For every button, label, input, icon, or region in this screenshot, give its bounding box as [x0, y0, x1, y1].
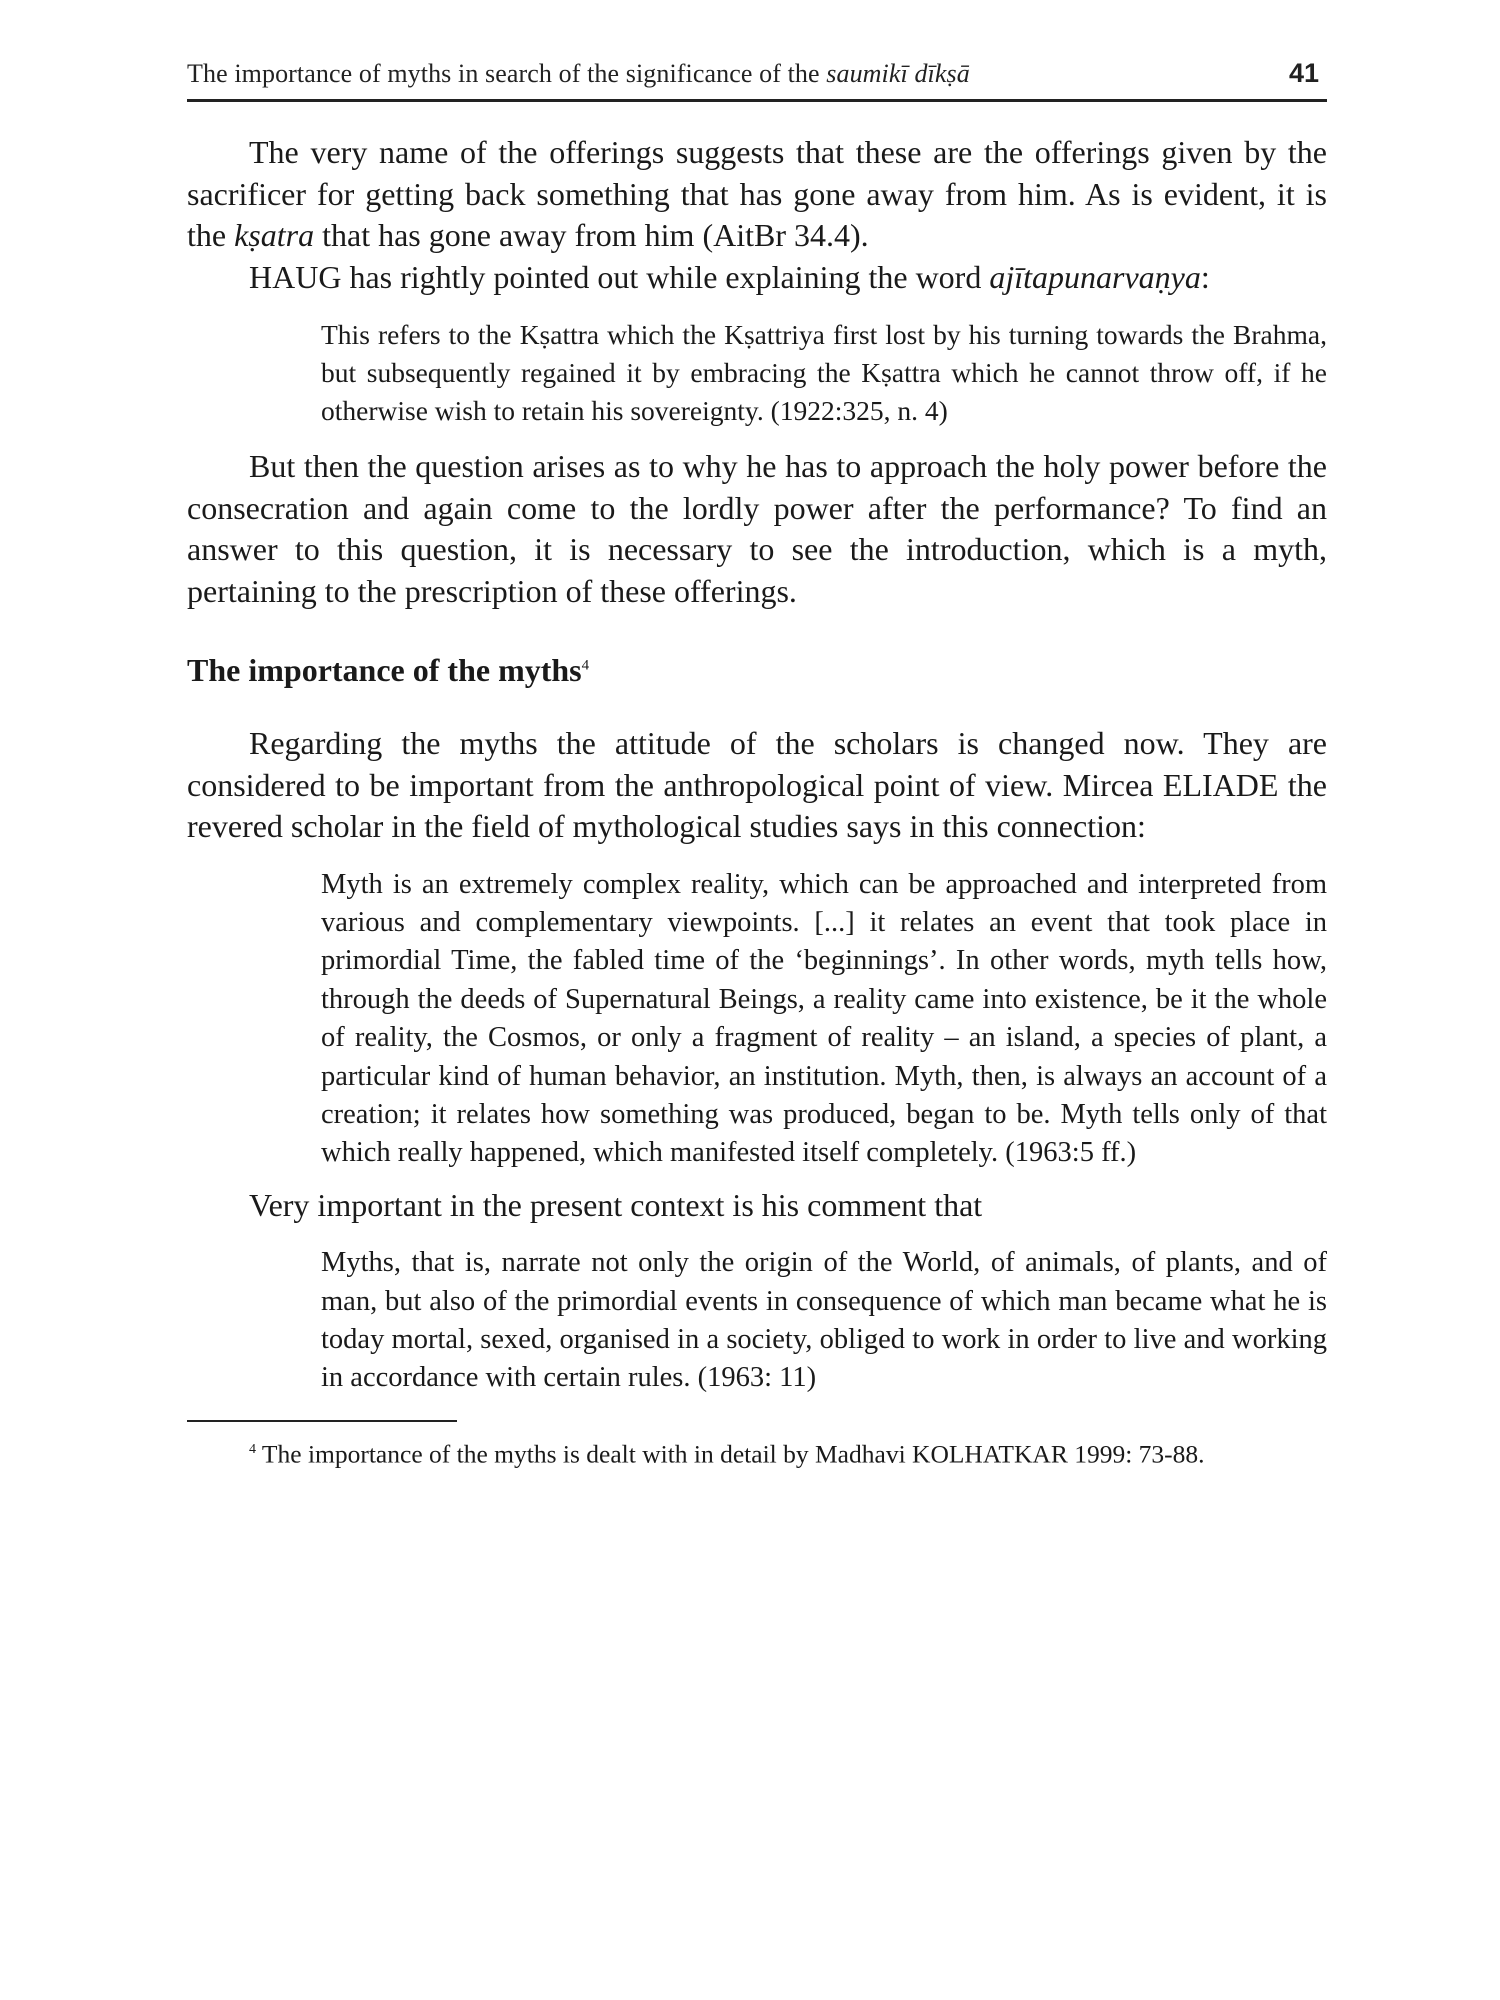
paragraph-offerings: The very name of the offerings suggests that these are the offerings given by the sacrificer for getting back something that has gone away from him. As is evident, it is the kṣatra that has gone away from him (AitBr 34.4). [187, 134, 1327, 253]
paragraph-question: But then the question arises as to why he has to approach the holy power before the consecration and again come to the lordly power after the performance? To find an answer to this question, it is necessary to see the introduction, which is a myth, pertaining to the prescription of these offerings. [187, 448, 1327, 609]
paragraph-comment: Very important in the present context is his comment that [249, 1186, 983, 1223]
paragraph-haug: HAUG has rightly pointed out while explaining the word ajītapunarvaṇya: [249, 258, 1210, 295]
block-quote-haug: This refers to the Kṣattra which the Kṣattriya first lost by his turning towards the Brahma, but subsequently regained it by embracing the Kṣattra which he cannot throw off, if he otherwise wish to retain his sovereignty. (1922:325, n. 4) [321, 319, 1327, 426]
header-title-italic: saumikī dīkṣā [826, 59, 970, 88]
ajitapunarvanya-term: ajītapunarvaṇya [989, 258, 1201, 295]
paragraph-myths-attitude: Regarding the myths the attitude of the scholars is changed now. They are considered to be important from the anthropological point of view. Mircea ELIADE the revered scholar in the field of mythological studies says in this connection: [187, 725, 1327, 844]
header-title: The importance of myths in search of the significance of the saumikī dīkṣā [187, 59, 970, 88]
page [187, 58, 1327, 1498]
page-number: 41 [1288, 58, 1319, 88]
running-header [187, 58, 1327, 102]
footnote-divider [187, 1420, 457, 1422]
block-quote-eliade-1: Myth is an extremely complex reality, which can be approached and interpreted from various and complementary viewpoints. [...] it relates an event that took place in primordial Time, the fabled time of the ‘beginnings’. In other words, myth tells how, through the deeds of Supernatural Beings, a reality came into existence, be it the whole of reality, the Cosmos, or only a fragment of reality – an island, a species of plant, a particular kind of human behavior, an institution. Myth, then, is always an account of a creation; it relates how something was produced, began to be. Myth tells only of that which really happened, which manifested itself completely. (1963:5 ff.) [321, 868, 1327, 1169]
footnote: $^4$ The importance of the myths is dealt with in detail by Madhavi KOLHATKAR 1999: 73-88. [249, 1439, 1205, 1469]
footnote-mark: 4 [249, 1441, 256, 1457]
ksatra-term: kṣatra [234, 217, 315, 253]
footnote-reference: 4 [581, 657, 590, 674]
section-heading: The importance of the myths$^4$ [187, 652, 590, 688]
block-quote-eliade-2: Myths, that is, narrate not only the origin of the World, of animals, of plants, and of man, but also of the primordial events in consequence of which man became what he is today mortal, sexed, organised in a society, obliged to work in order to live and working in accordance with certain rules. (1963: 11) [321, 1247, 1327, 1394]
